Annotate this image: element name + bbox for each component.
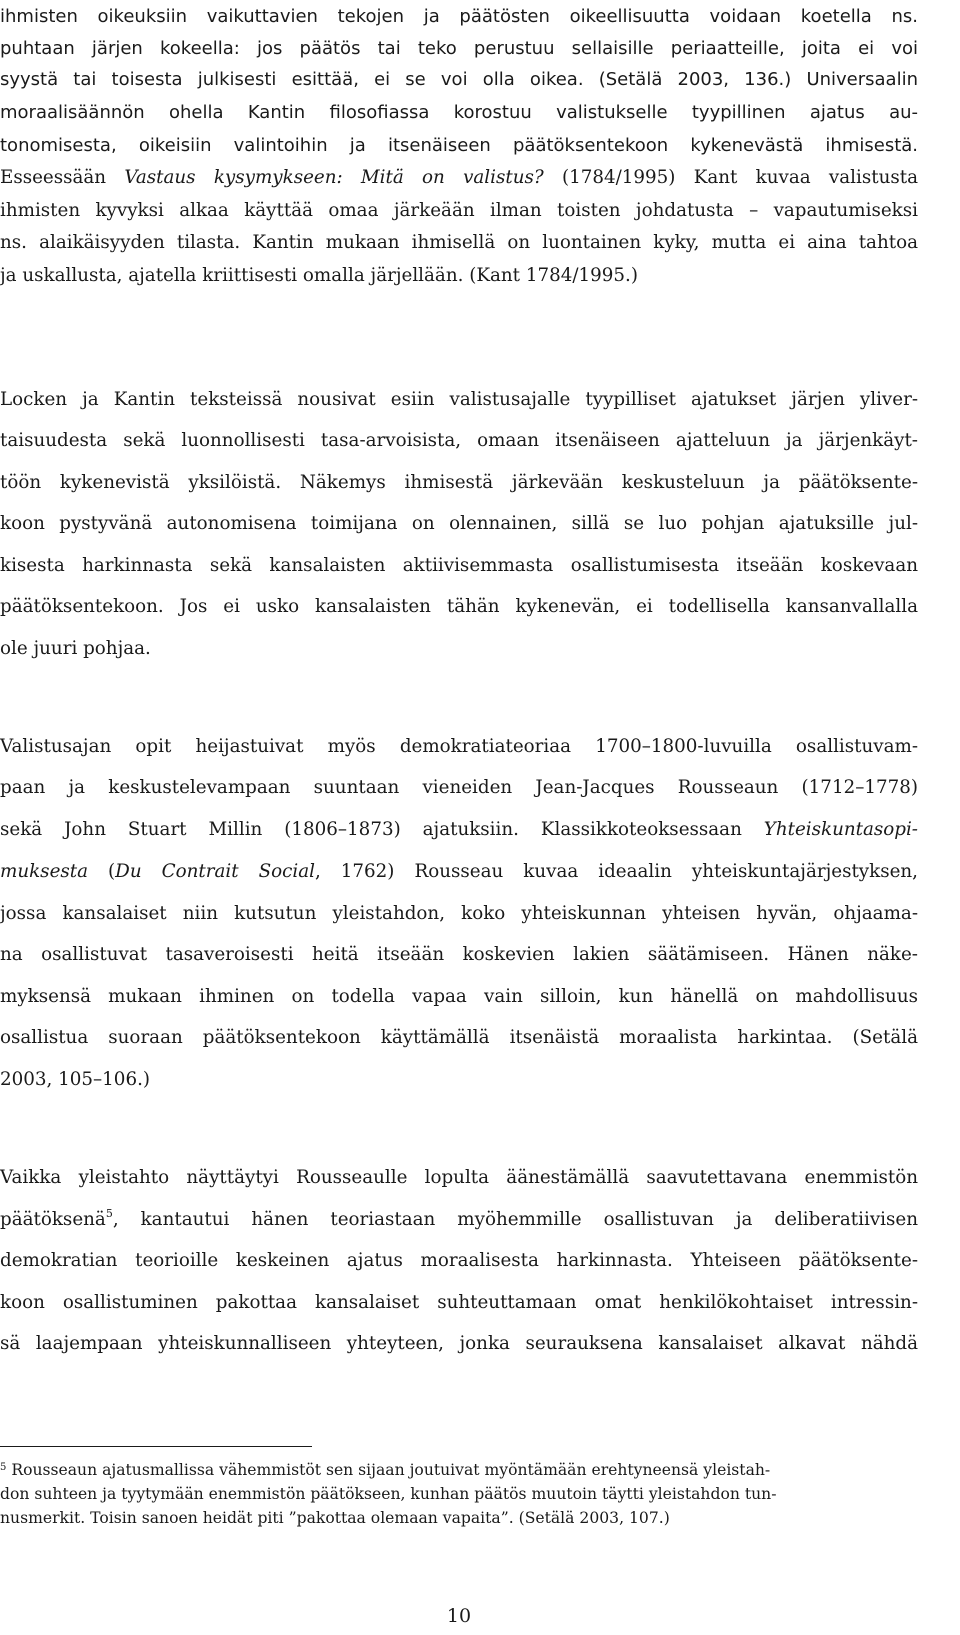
footnote-text: Rousseaun ajatusmallissa vähemmistöt sen sijaan joutuivat myöntämään erehtyneensä yleistah- (11, 1461, 771, 1479)
text-line: ihmisten kyvyksi alkaa käyttää omaa järkeään ilman toisten johdatusta – vapautumiseksi (0, 200, 918, 221)
text-line (0, 857, 918, 887)
text-line: töön kykenevistä yksilöistä. Näkemys ihmisestä järkevään keskusteluun ja päätöksente- (0, 472, 918, 493)
text-line: na osallistuvat tasaveroisesti heitä itseään koskevien lakien säätämiseen. Hänen näke- (0, 944, 918, 965)
italic-title: Vastaus kysymykseen: Mitä on valistus? (124, 167, 544, 188)
text-line: sä laajempaan yhteiskunnalliseen yhteyteen, jonka seurauksena kansalaiset alkavat nähdä (0, 1333, 918, 1354)
text-line (0, 815, 918, 845)
text-line: taisuudesta sekä luonnollisesti tasa-arvoisista, omaan itsenäiseen ajatteluun ja järjenkäyt- (0, 430, 918, 451)
text-line: syystä tai toisesta julkisesti esittää, ei se voi olla oikea. (Setälä 2003, 136.) Universaalin (0, 69, 918, 90)
text-line: puhtaan järjen kokeella: jos päätös tai teko perustuu sellaisille periaatteille, joita ei voi (0, 38, 918, 59)
text-run: , (112, 1209, 119, 1230)
text-line: Locken ja Kantin teksteissä nousivat esiin valistusajalle tyypilliset ajatukset järjen yliver- (0, 389, 918, 410)
text-line: osallistua suoraan päätöksentekoon käyttämällä itsenäistä moraalista harkintaa. (Setälä (0, 1027, 918, 1048)
footnote-number: 5 (0, 1462, 7, 1473)
text-run: Esseessään (0, 167, 125, 188)
footnote-separator (0, 1446, 312, 1447)
italic-title: muksesta (0, 861, 89, 882)
text-run: sekä John Stuart Millin (1806–1873) ajatuksiin. Klassikkoteoksessaan (0, 819, 764, 840)
text-line: ihmisten oikeuksiin vaikuttavien tekojen ja päätösten oikeellisuutta voidaan koetella ns. (0, 6, 918, 27)
page-number: 10 (446, 1605, 472, 1627)
text-line: kisesta harkinnasta sekä kansalaisten aktiivisemmasta osallistumisesta itseään koskevaan (0, 555, 918, 576)
text-line: paan ja keskustelevampaan suuntaan vieneiden Jean-Jacques Rousseaun (1712–1778) (0, 777, 918, 798)
text-line: Vaikka yleistahto näyttäytyi Rousseaulle lopulta äänestämällä saavutettavana enemmistön (0, 1167, 918, 1188)
text-line: jossa kansalaiset niin kutsutun yleistahdon, koko yhteiskunnan yhteisen hyvän, ohjaama- (0, 903, 918, 924)
text-line: koon osallistuminen pakottaa kansalaiset suhteuttamaan omat henkilökohtaiset intressin- (0, 1292, 918, 1313)
italic-title: Du Contrait Social (115, 861, 315, 882)
text-line: ole juuri pohjaa. (0, 638, 151, 659)
text-line: moraalisäännön ohella Kantin filosofiassa korostuu valistukselle tyypillinen ajatus au- (0, 102, 918, 123)
text-run: ( (88, 861, 116, 882)
italic-title: Yhteiskuntasopi- (763, 819, 918, 840)
text-line: Valistusajan opit heijastuivat myös demokratiateoriaa 1700–1800-luvuilla osallistuvam- (0, 736, 918, 757)
text-line: demokratian teorioille keskeinen ajatus moraalisesta harkinnasta. Yhteiseen päätöksente- (0, 1250, 918, 1271)
text-run: (1784/1995) Kant kuvaa valistusta (543, 167, 918, 188)
text-line: 2003, 105–106.) (0, 1069, 151, 1090)
footnote-line (0, 1458, 918, 1482)
text-line: ja uskallusta, ajatella kriittisesti omalla järjellään. (Kant 1784/1995.) (0, 265, 638, 286)
footnote-reference[interactable]: 5 (105, 1207, 113, 1220)
text-line: päätöksentekoon. Jos ei usko kansalaisten tähän kykenevän, ei todellisella kansanvallalla (0, 596, 918, 617)
text-line: myksensä mukaan ihminen on todella vapaa vain silloin, kun hänellä on mahdollisuus (0, 986, 918, 1007)
text-run: , 1762) Rousseau kuvaa ideaalin yhteiskuntajärjestyksen, (314, 861, 918, 882)
text-run: kantautui hänen teoriastaan myöhemmille osallistuvan ja deliberatiivisen (118, 1209, 918, 1230)
text-line: ns. alaikäisyyden tilasta. Kantin mukaan ihmisellä on luontainen kyky, mutta ei aina tahtoa (0, 232, 918, 253)
text-run: päätöksenä (0, 1209, 106, 1230)
text-line (0, 163, 918, 193)
footnote-line: don suhteen ja tyytymään enemmistön päätökseen, kunhan päätös muutoin täytti yleistahdon tun- (0, 1485, 777, 1503)
text-line: koon pystyvänä autonomisena toimijana on olennainen, sillä se luo pohjan ajatuksille jul- (0, 513, 918, 534)
text-line (0, 1205, 918, 1235)
footnote-line: nusmerkit. Toisin sanoen heidät piti ”pakottaa olemaan vapaita”. (Setälä 2003, 107.) (0, 1509, 670, 1527)
text-line: tonomisesta, oikeisiin valintoihin ja itsenäiseen päätöksentekoon kykenevästä ihmisestä. (0, 135, 918, 156)
